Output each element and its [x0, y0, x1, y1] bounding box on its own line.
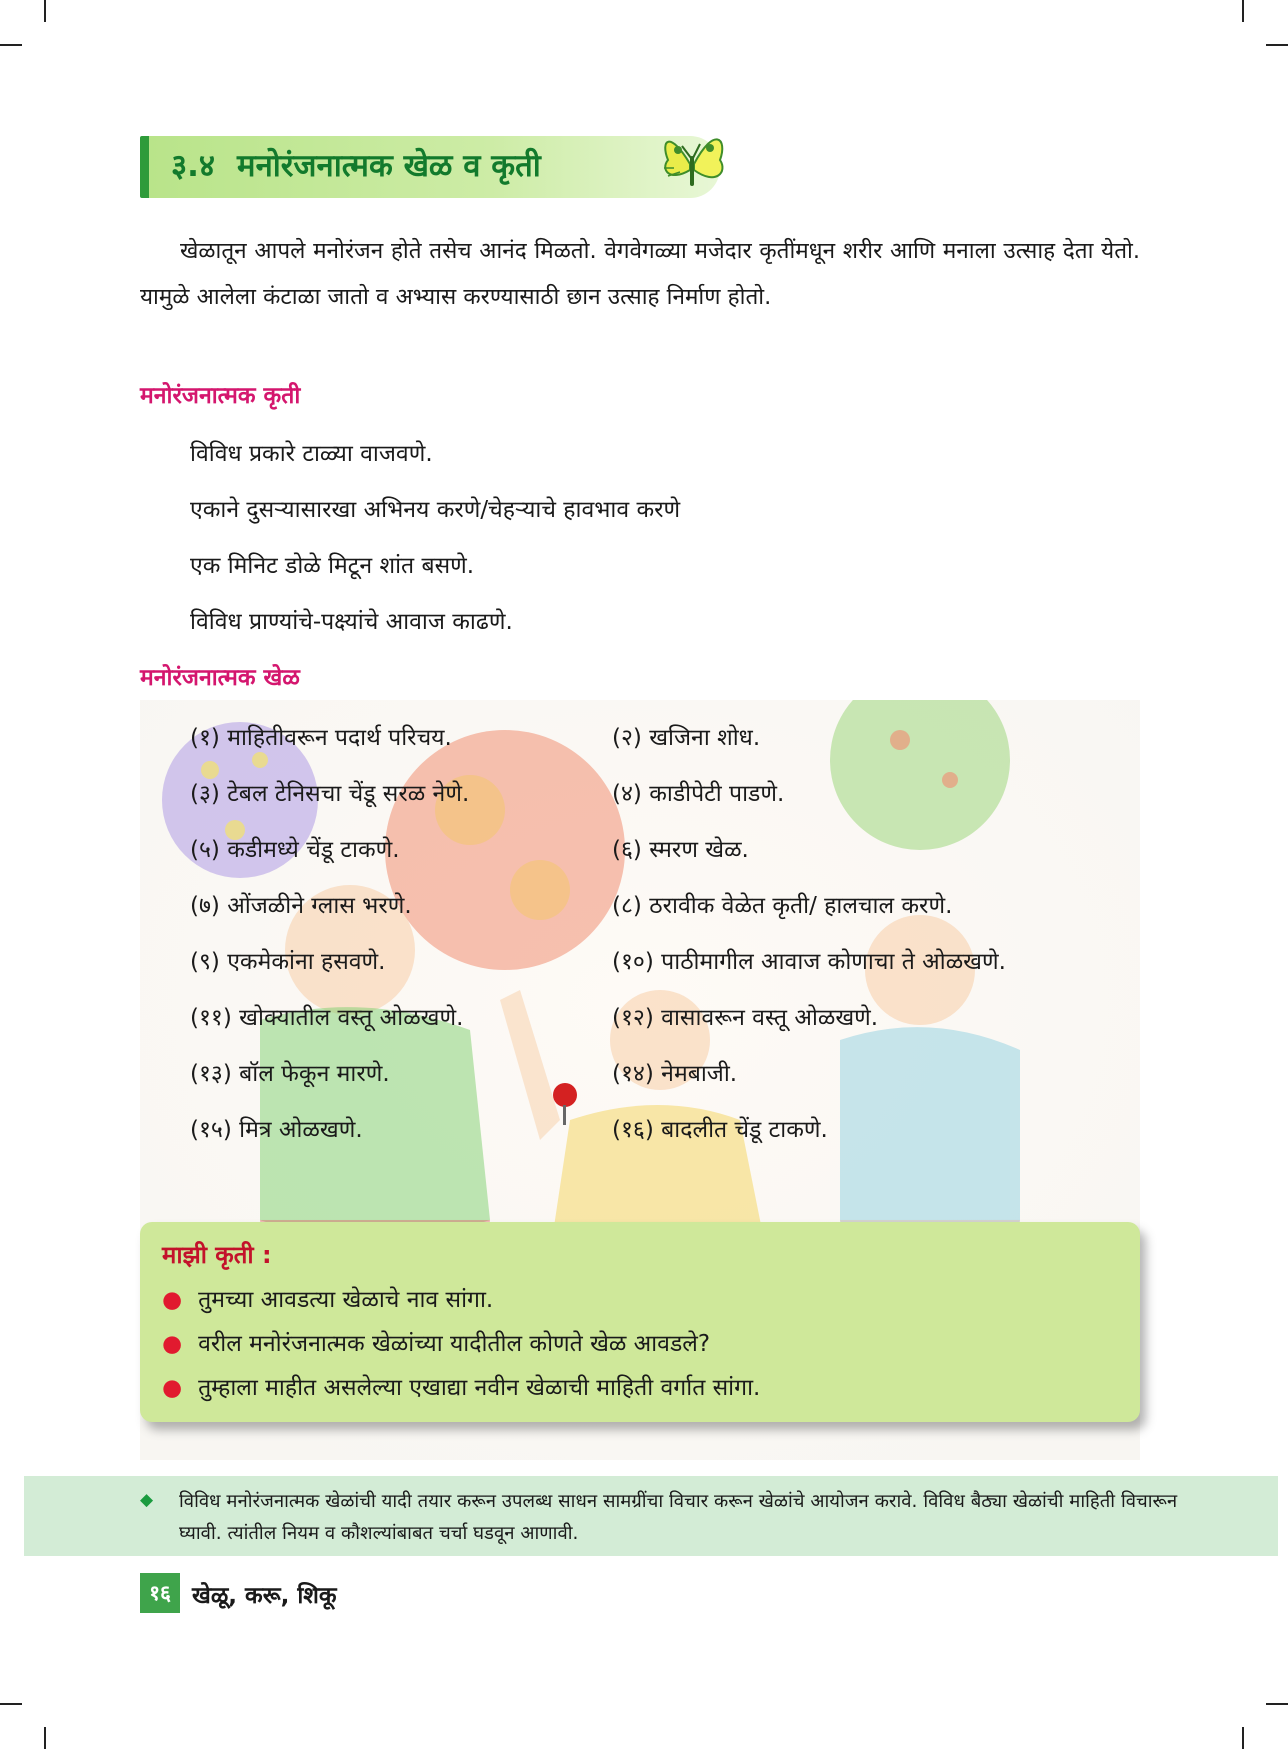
activity-item: विविध प्राण्यांचे-पक्ष्यांचे आवाज काढणे.	[190, 609, 513, 635]
game-item: (१३) बॉल फेकून मारणे.	[190, 1061, 390, 1087]
bullet-icon: ●	[162, 1331, 183, 1357]
bullet-icon: ●	[162, 1375, 183, 1401]
section-title: मनोरंजनात्मक खेळ व कृती	[237, 148, 541, 184]
section-number: ३.४	[171, 148, 216, 184]
activity-item: एक मिनिट डोळे मिटून शांत बसणे.	[190, 553, 475, 579]
game-item: (१२) वासावरून वस्तू ओळखणे.	[612, 1005, 879, 1031]
activity-item: एकाने दुसऱ्यासारखा अभिनय करणे/चेहऱ्याचे हावभाव करणे	[190, 497, 681, 523]
game-item: (२) खजिना शोध.	[612, 725, 761, 751]
my-activity-item: ● वरील मनोरंजनात्मक खेळांच्या यादीतील कोणते खेळ आवडले?	[162, 1331, 711, 1357]
book-title: खेळू, करू, शिकू	[192, 1583, 337, 1609]
game-item: (५) कडीमध्ये चेंडू टाकणे.	[190, 837, 400, 863]
game-item: (७) ओंजळीने ग्लास भरणे.	[190, 893, 412, 919]
my-activity-box	[140, 1222, 1140, 1422]
game-item: (६) स्मरण खेळ.	[612, 837, 749, 863]
game-item: (३) टेबल टेनिसचा चेंडू सरळ नेणे.	[190, 781, 470, 807]
my-activity-item: ● तुम्हाला माहीत असलेल्या एखाद्या नवीन खेळाची माहिती वर्गात सांगा.	[162, 1375, 761, 1401]
game-item: (९) एकमेकांना हसवणे.	[190, 949, 386, 975]
activity-item: विविध प्रकारे टाळ्या वाजवणे.	[190, 441, 433, 467]
my-activity-title: माझी कृती :	[162, 1241, 272, 1269]
game-item: (८) ठरावीक वेळेत कृती/ हालचाल करणे.	[612, 893, 953, 919]
crop-mark	[1266, 44, 1288, 46]
game-item: (११) खोक्यातील वस्तू ओळखणे.	[190, 1005, 464, 1031]
page-number: १६	[140, 1573, 180, 1613]
crop-mark	[44, 1727, 46, 1749]
game-item: (१६) बादलीत चेंडू टाकणे.	[612, 1117, 828, 1143]
section-header	[140, 136, 720, 198]
game-item: (४) काडीपेटी पाडणे.	[612, 781, 785, 807]
game-item: (१०) पाठीमागील आवाज कोणाचा ते ओळखणे.	[612, 949, 1006, 975]
crop-mark	[0, 1703, 22, 1705]
game-item: (१५) मित्र ओळखणे.	[190, 1117, 363, 1143]
crop-mark	[1266, 1703, 1288, 1705]
intro-paragraph	[140, 228, 1140, 320]
section-title-line	[171, 144, 541, 186]
my-activity-item: ● तुमच्या आवडत्या खेळाचे नाव सांगा.	[162, 1287, 494, 1313]
crop-mark	[0, 44, 22, 46]
game-item: (१) माहितीवरून पदार्थ परिचय.	[190, 725, 452, 751]
crop-mark	[1242, 0, 1244, 22]
game-item: (१४) नेमबाजी.	[612, 1061, 738, 1087]
diamond-bullet-icon: ◆	[140, 1490, 154, 1510]
intro-text: खेळातून आपले मनोरंजन होते तसेच आनंद मिळतो. वेगवेगळ्या मजेदार कृतींमधून शरीर आणि मनाला उत्साह देता येतो. यामुळे आलेला कंटाळा जातो व अभ्यास करण्यासाठी छान उत्साह निर्माण होतो.	[140, 238, 1140, 310]
games-heading: मनोरंजनात्मक खेळ	[140, 665, 300, 691]
bullet-icon: ●	[162, 1287, 183, 1313]
crop-mark	[44, 0, 46, 22]
teacher-instruction	[24, 1476, 1278, 1556]
butterfly-icon	[660, 120, 730, 204]
activities-heading: मनोरंजनात्मक कृती	[140, 383, 301, 409]
teacher-instruction-text: विविध मनोरंजनात्मक खेळांची यादी तयार करून उपलब्ध साधन सामग्रींचा विचार करून खेळांचे आयोजन करावे. विविध बैठ्या खेळांची माहिती विचारून घ्यावी. त्यांतील नियम व कौशल्यांबाबत चर्चा घडवून आणावी.	[179, 1491, 1178, 1544]
crop-mark	[1242, 1727, 1244, 1749]
